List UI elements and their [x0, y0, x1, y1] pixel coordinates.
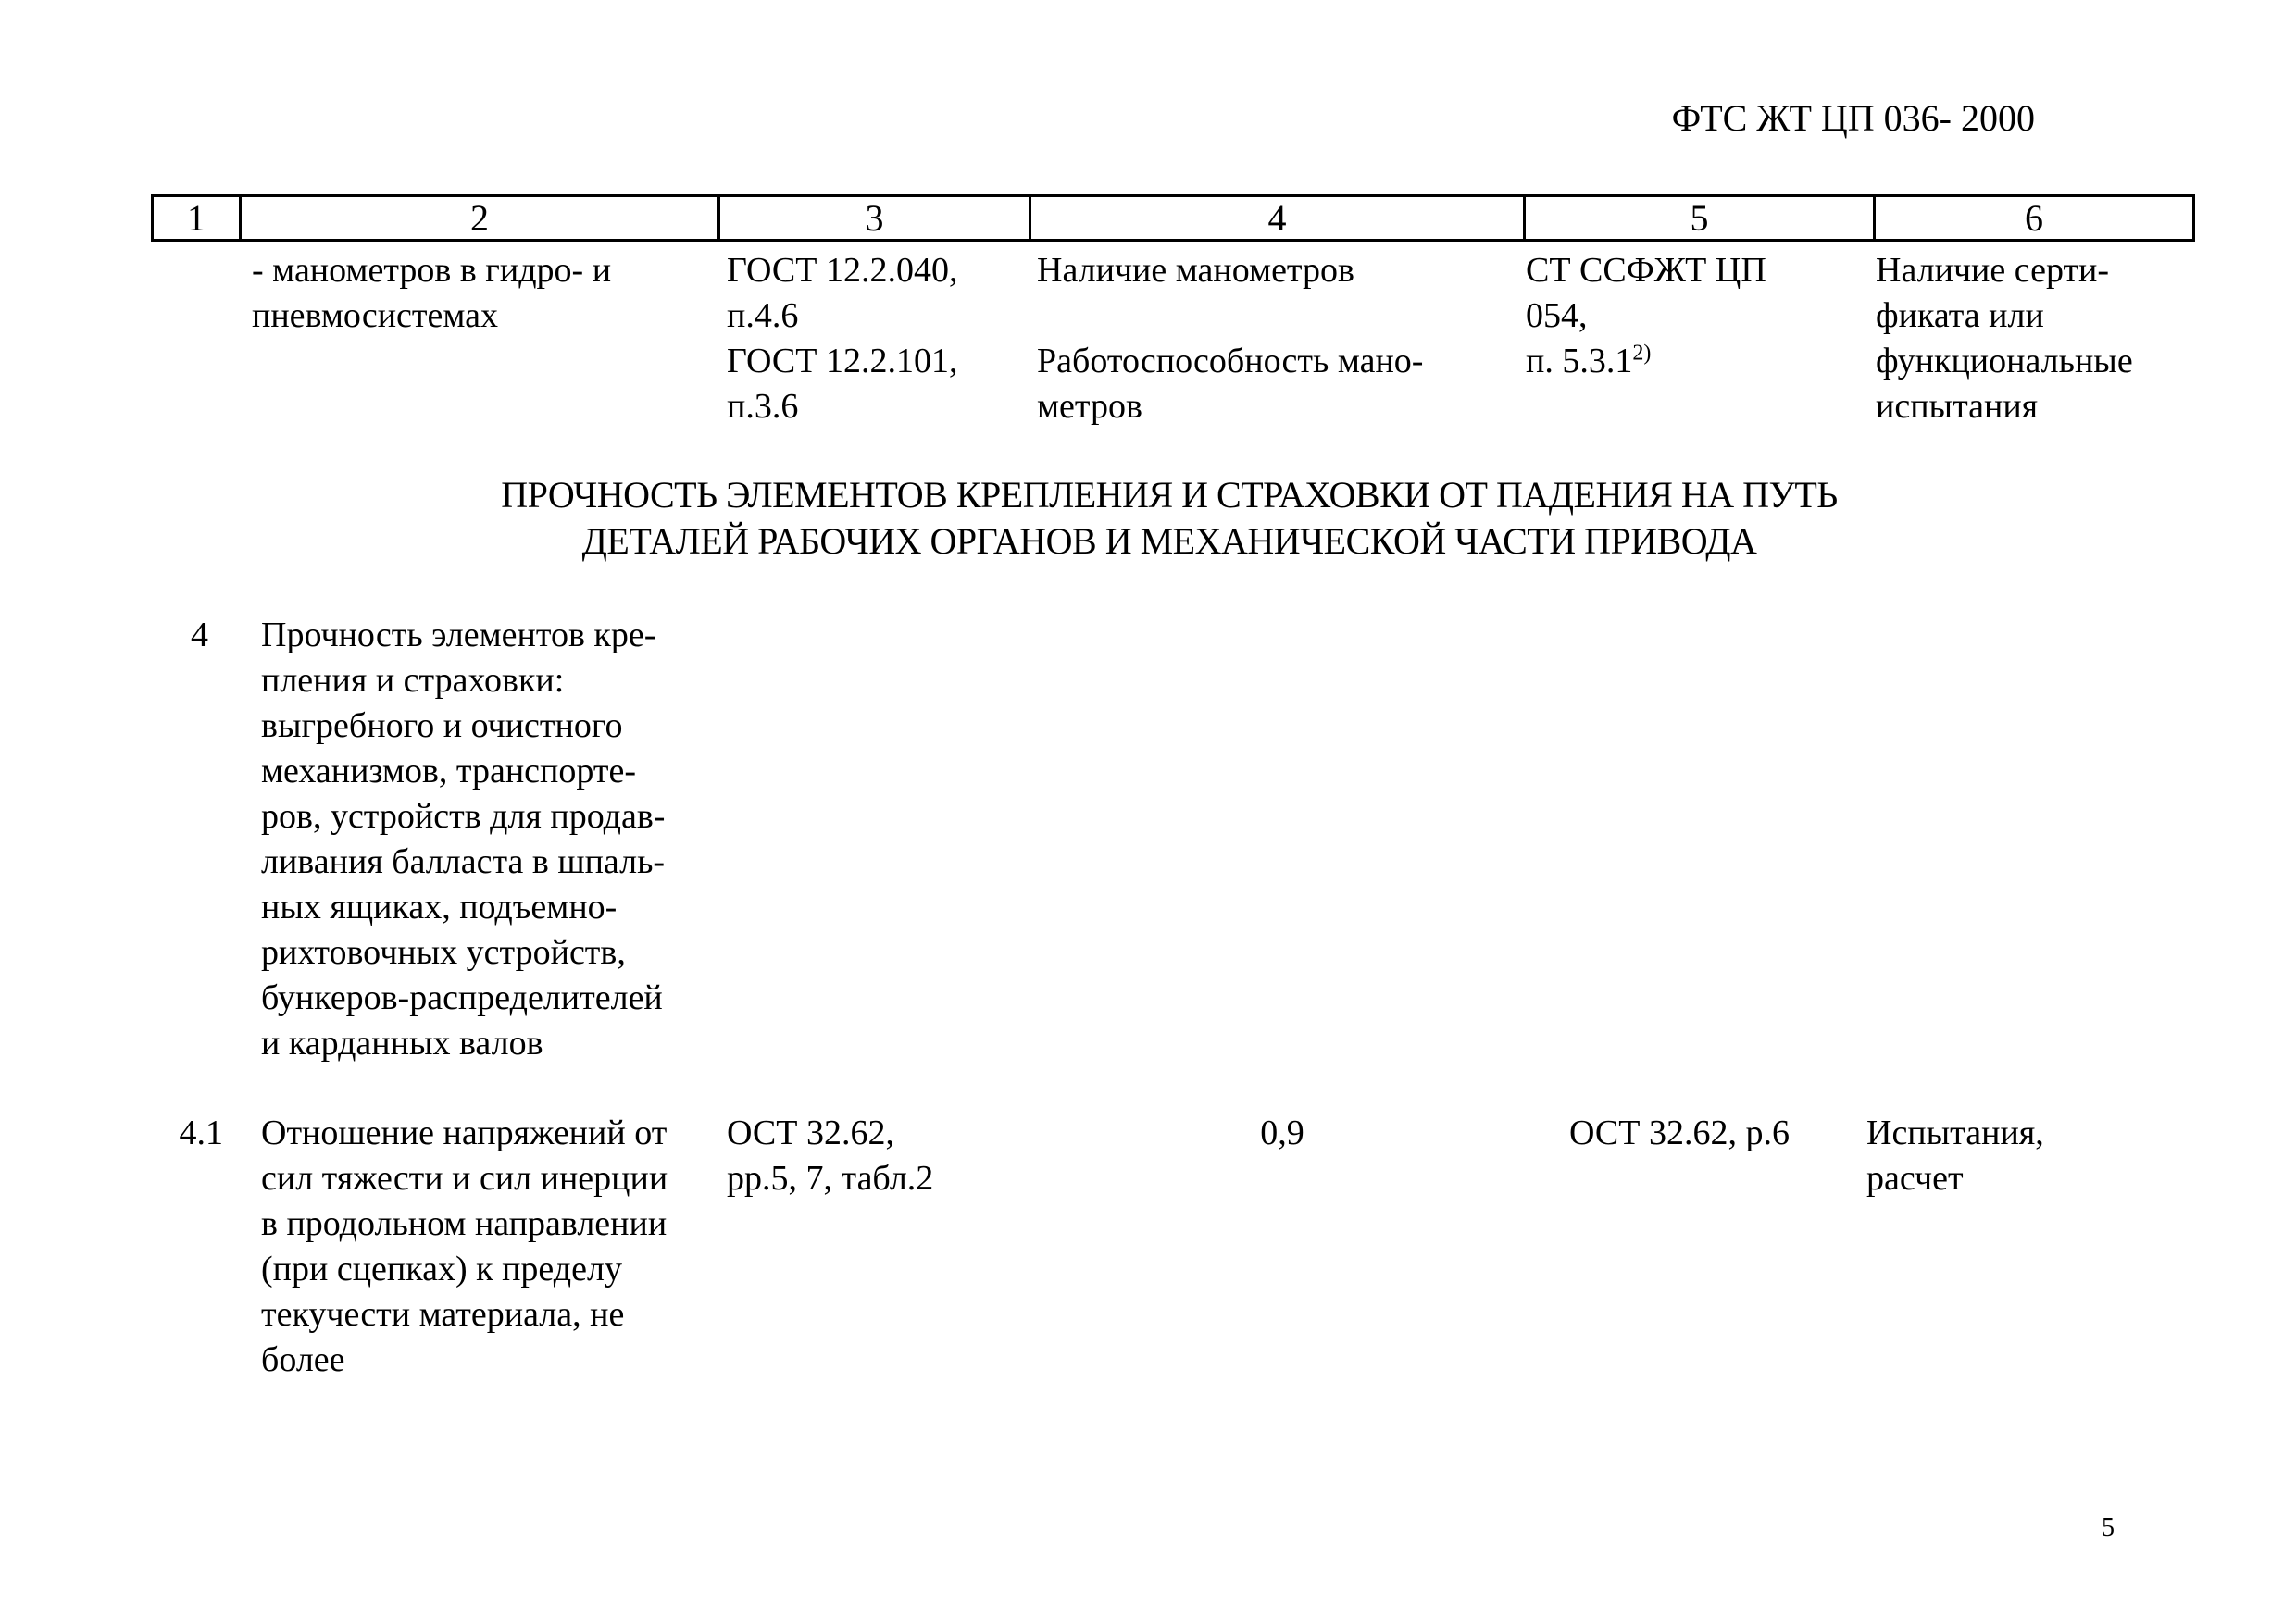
manometers-requirement-1: Наличие манометров [1037, 251, 1354, 290]
column-number-header [151, 194, 2195, 242]
column-header-6: 6 [1875, 196, 2194, 241]
document-code: ФТС ЖТ ЦП 036- 2000 [1671, 97, 2035, 139]
row-4-1-number: 4.1 [179, 1114, 223, 1152]
manometers-requirement-2: Работоспособность мано- метров [1037, 342, 1424, 426]
row-4-number: 4 [191, 616, 208, 654]
manometers-confirmation-method: Наличие серти- фиката или функциональные испытания [1876, 251, 2133, 426]
manometers-standard-2: ГОСТ 12.2.101, п.3.6 [727, 342, 958, 426]
manometers-test-method [1526, 248, 1766, 384]
manometers-standard-1: ГОСТ 12.2.040, п.4.6 [727, 251, 958, 335]
row-4-1-requirement: 0,9 [1260, 1114, 1304, 1152]
footnote-marker: 2) [1632, 341, 1652, 366]
row-4-1-item-text: Отношение напряжений от сил тяжести и сил инерции в продольном направлении (при сцепках) к пределу текучести материала, не более [261, 1114, 668, 1379]
row-4-1-test-method: ОСТ 32.62, р.6 [1569, 1114, 1790, 1152]
column-header-3: 3 [719, 196, 1030, 241]
manometers-item-text: - манометров в гидро- и пневмосистемах [252, 251, 612, 335]
row-4-1-confirmation-method: Испытания, расчет [1866, 1114, 2044, 1198]
column-header-5: 5 [1525, 196, 1875, 241]
column-header-4: 4 [1030, 196, 1525, 241]
column-header-1: 1 [153, 196, 241, 241]
column-header-2: 2 [241, 196, 719, 241]
page-number: 5 [2102, 1513, 2115, 1542]
row-4-1-standard: ОСТ 32.62, рр.5, 7, табл.2 [727, 1114, 934, 1198]
manometers-test-method-text: СТ ССФЖТ ЦП 054, п. 5.3.1 [1526, 251, 1766, 380]
section-heading: ПРОЧНОСТЬ ЭЛЕМЕНТОВ КРЕПЛЕНИЯ И СТРАХОВКИ ОТ ПАДЕНИЯ НА ПУТЬ ДЕТАЛЕЙ РАБОЧИХ ОРГАНОВ И МЕХАНИЧЕСКОЙ ЧАСТИ ПРИВОДА [501, 474, 1838, 562]
row-4-item-text: Прочность элементов кре- пления и страховки: выгребного и очистного механизмов, транспорте- ров, устройств для продав- ливания балласта в шпаль- ных ящиках, подъемно- рихтовочных устройств, бункеров-распределителей и карданных валов [261, 616, 666, 1063]
